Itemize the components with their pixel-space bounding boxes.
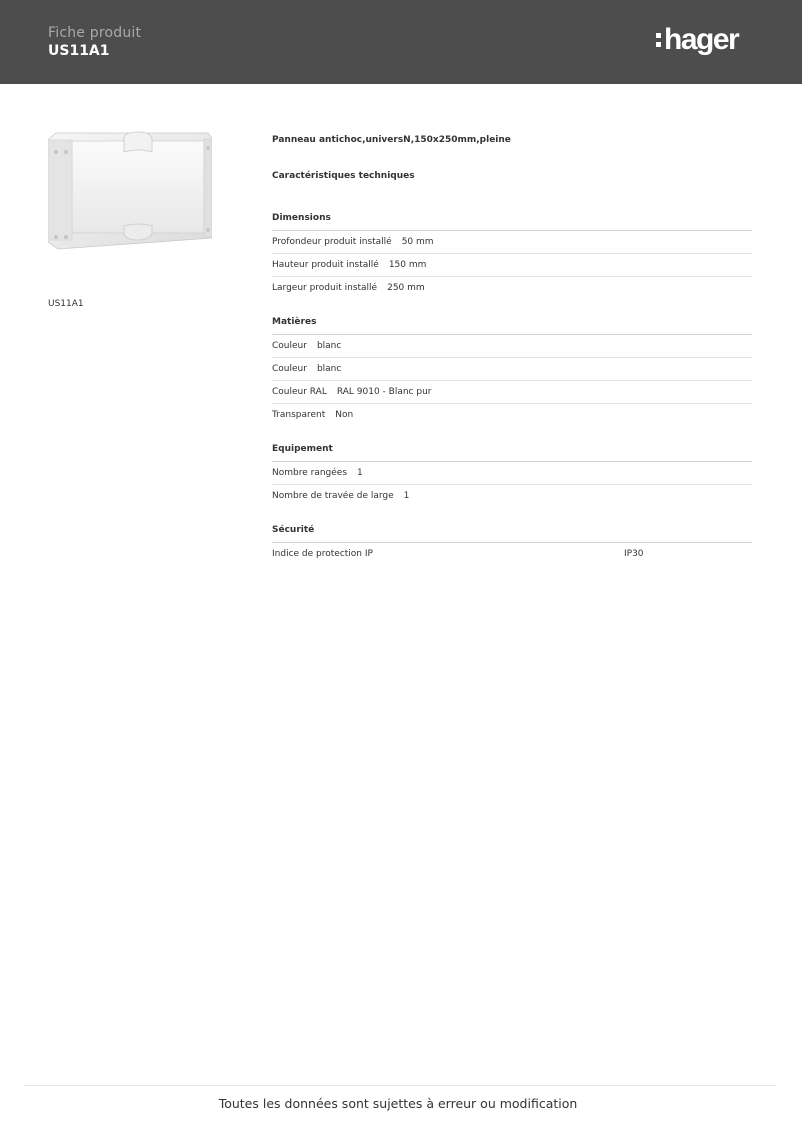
spec-row xyxy=(272,543,752,565)
spec-label: Profondeur produit installé xyxy=(272,237,392,247)
spec-label: Nombre rangées xyxy=(272,468,348,478)
section-title: Equipement xyxy=(272,443,752,462)
section-title: Matières xyxy=(272,316,752,335)
section-dimensions xyxy=(272,212,752,299)
spec-row xyxy=(272,254,752,277)
spec-value: 1 xyxy=(403,491,410,501)
spec-label: Indice de protection IP xyxy=(272,549,373,559)
spec-value: 1 xyxy=(357,468,363,478)
spec-row xyxy=(272,485,752,507)
spec-value: blanc xyxy=(316,341,342,351)
panel-icon xyxy=(48,130,212,250)
section-materials xyxy=(272,316,752,426)
spec-row xyxy=(272,277,752,299)
brand-name: hager xyxy=(664,23,739,56)
spec-row xyxy=(272,358,752,381)
spec-value: RAL 9010 - Blanc pur xyxy=(336,387,432,397)
section-safety xyxy=(272,524,752,565)
footer-divider xyxy=(24,1085,776,1086)
spec-row xyxy=(272,404,752,426)
spec-row xyxy=(272,231,752,254)
product-details xyxy=(272,134,752,565)
spec-label: Nombre de travée de large xyxy=(272,491,394,501)
spec-row xyxy=(272,462,752,485)
page-header xyxy=(0,0,802,84)
footer-disclaimer: Toutes les données sont sujettes à erreur ou modification xyxy=(218,1096,578,1111)
spec-label: Transparent xyxy=(272,410,326,420)
spec-value: IP30 xyxy=(624,549,644,559)
spec-row xyxy=(272,381,752,404)
spec-label: Couleur xyxy=(272,341,307,351)
spec-label: Couleur xyxy=(272,364,307,374)
spec-label: Largeur produit installé xyxy=(272,283,378,293)
spec-value: 50 mm xyxy=(401,237,434,247)
technical-specs-heading: Caractéristiques techniques xyxy=(272,171,415,181)
section-title: Sécurité xyxy=(272,524,752,543)
spec-value: Non xyxy=(335,410,354,420)
product-title: Panneau antichoc,universN,150x250mm,pleine xyxy=(272,135,511,145)
spec-label: Couleur RAL xyxy=(272,387,327,397)
spec-value: 150 mm xyxy=(388,260,427,270)
product-code-caption: US11A1 xyxy=(48,299,84,309)
spec-label: Hauteur produit installé xyxy=(272,260,379,270)
section-equipment xyxy=(272,443,752,507)
header-product-code: US11A1 xyxy=(48,43,110,59)
brand-logo xyxy=(656,22,756,62)
spec-row xyxy=(272,335,752,358)
spec-value: 250 mm xyxy=(387,283,425,293)
spec-value: blanc xyxy=(316,364,342,374)
document-type-label: Fiche produit xyxy=(48,25,142,41)
logo-dots-icon xyxy=(656,33,661,51)
section-title: Dimensions xyxy=(272,212,752,231)
